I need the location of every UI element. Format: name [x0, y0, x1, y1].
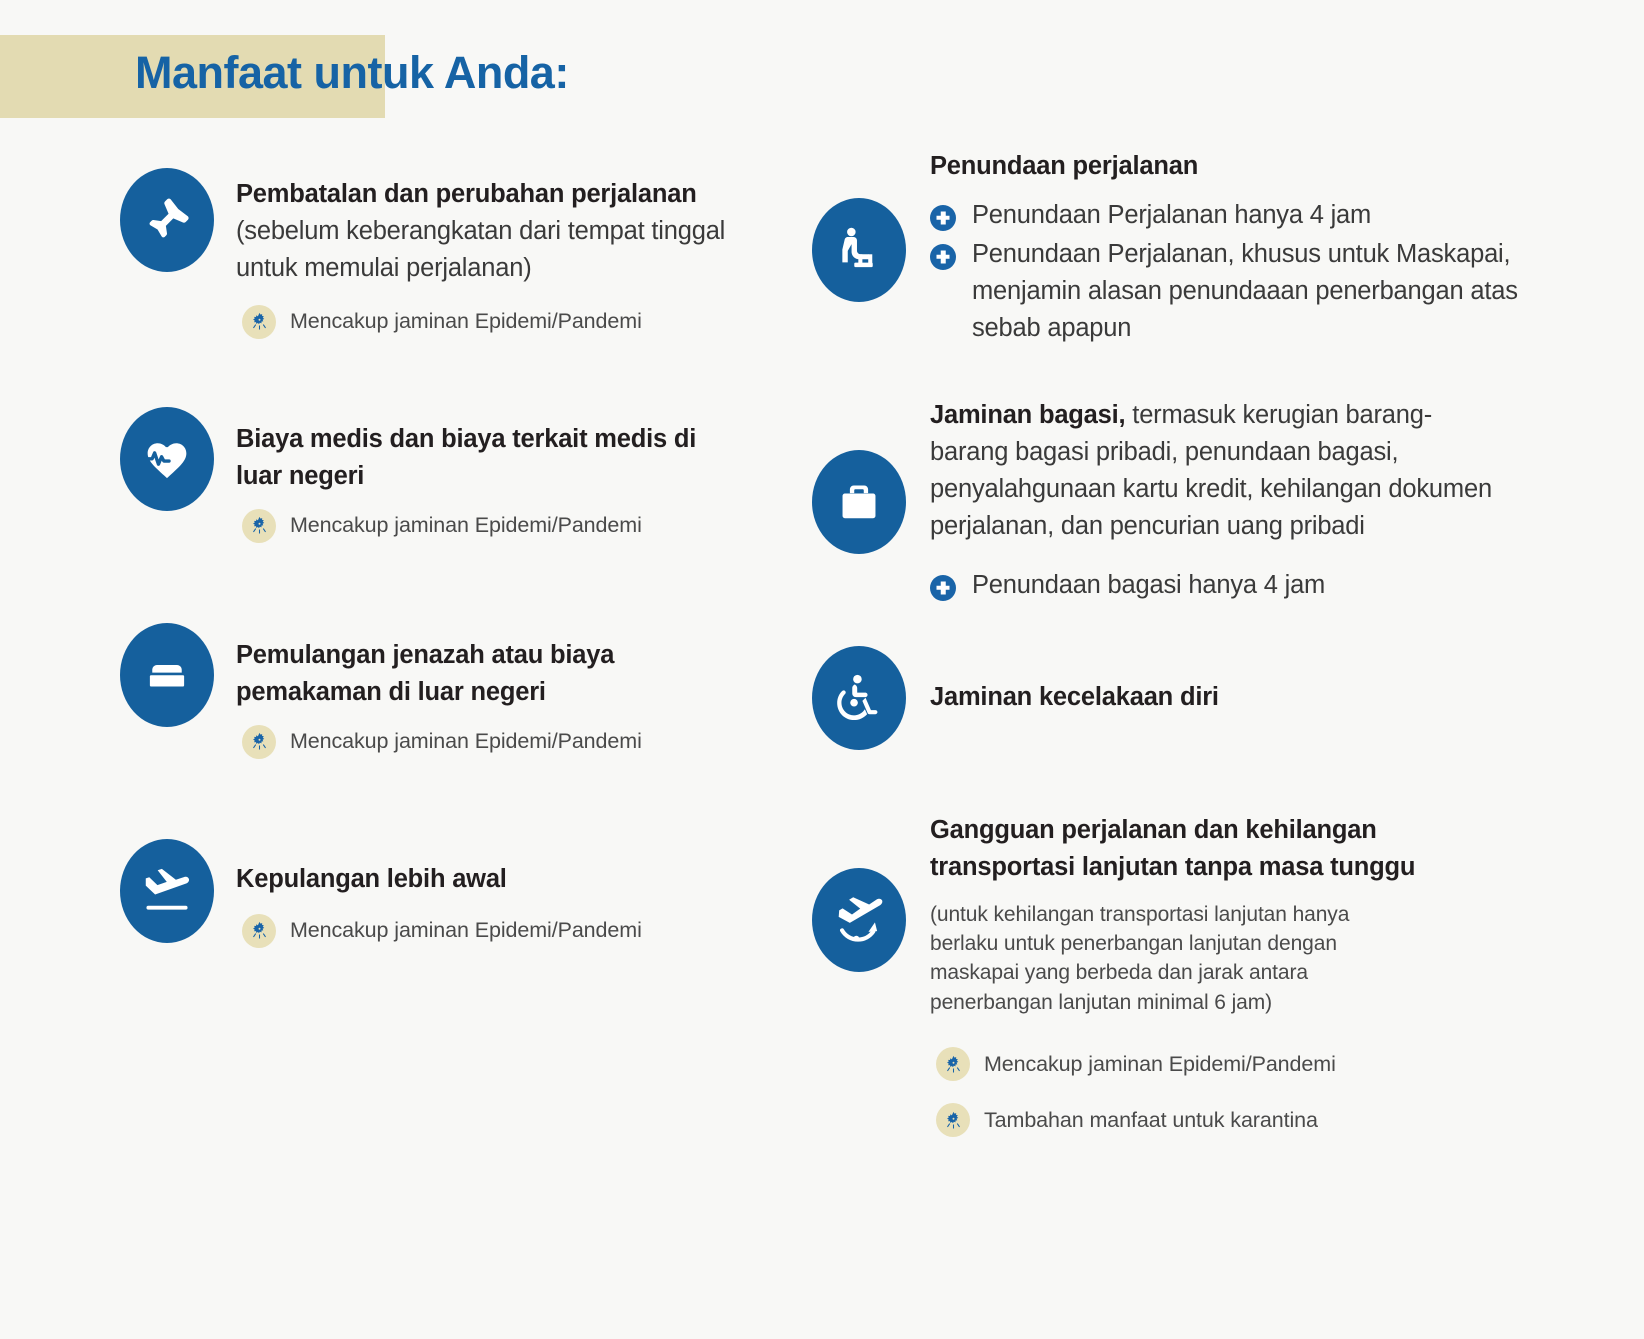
benefit-heading [236, 637, 736, 711]
benefit-bullet-list [930, 197, 1572, 347]
benefit-item-baggage [812, 397, 1572, 606]
heart-pulse-icon [120, 407, 214, 511]
benefit-heading [236, 176, 756, 287]
benefit-heading [236, 861, 820, 898]
virus-icon [936, 1103, 970, 1137]
virus-icon [936, 1047, 970, 1081]
benefit-item-personal-accident [812, 646, 1572, 750]
waiting-passenger-icon [812, 198, 906, 302]
airplane-icon [120, 168, 214, 272]
pandemic-note [242, 305, 820, 339]
coffin-icon [120, 623, 214, 727]
virus-icon [242, 509, 276, 543]
benefit-subtext: (untuk kehilangan transportasi lanjutan hanya berlaku untuk penerbangan lanjutan dengan maskapai yang berbeda dan jarak antara penerbangan lanjutan minimal 6 jam) [930, 902, 1350, 1014]
benefit-heading-bold: Kepulangan lebih awal [236, 864, 507, 893]
pandemic-note [242, 725, 820, 759]
plane-landing-icon [120, 839, 214, 943]
virus-icon [242, 914, 276, 948]
benefit-heading-bold: Gangguan perjalanan dan kehilangan transportasi lanjutan tanpa masa tunggu [930, 815, 1416, 881]
benefit-heading-bold: Pembatalan dan perubahan perjalanan [236, 180, 697, 208]
benefit-item-cancellation [120, 168, 820, 339]
benefit-heading [930, 397, 1500, 545]
pandemic-note-text: Mencakup jaminan Epidemi/Pandemi [984, 1051, 1336, 1076]
benefits-column-right [812, 148, 1572, 1137]
wheelchair-icon [812, 646, 906, 750]
pandemic-note-text: Mencakup jaminan Epidemi/Pandemi [290, 918, 642, 943]
benefit-body [214, 839, 820, 948]
benefit-heading-bold: Penundaan perjalanan [930, 152, 1199, 180]
plus-icon [930, 244, 956, 270]
pandemic-note [936, 1047, 1572, 1081]
benefit-body [906, 812, 1572, 1138]
pandemic-note-text: Mencakup jaminan Epidemi/Pandemi [290, 309, 642, 334]
bullet-text: Penundaan Perjalanan hanya 4 jam [972, 200, 1372, 229]
page-title: Manfaat untuk Anda: [135, 47, 569, 98]
benefit-heading-bold: Jaminan kecelakaan diri [930, 683, 1219, 712]
benefit-bullet-list [930, 567, 1572, 604]
benefit-body [214, 168, 820, 339]
list-item [930, 567, 1572, 604]
plus-icon [930, 205, 956, 231]
list-item [930, 197, 1572, 234]
benefit-heading-regular: termasuk kerugian barang-barang bagasi pribadi, penundaan bagasi, penyalahgunaan kartu kredit, kehilangan dokumen perjalanan, dan pencurian uang pribadi [930, 400, 1492, 540]
benefit-item-travel-delay [812, 148, 1572, 349]
pandemic-note-text: Mencakup jaminan Epidemi/Pandemi [290, 513, 642, 538]
quarantine-note-text: Tambahan manfaat untuk karantina [984, 1107, 1318, 1132]
benefit-heading [930, 148, 1572, 185]
briefcase-icon [812, 450, 906, 554]
benefit-heading-regular: (sebelum keberangkatan dari tempat tinggal untuk memulai perjalanan) [236, 216, 726, 282]
pandemic-note-text: Mencakup jaminan Epidemi/Pandemi [290, 729, 642, 754]
pandemic-note [242, 914, 820, 948]
benefits-column-left [120, 168, 820, 948]
benefit-body [214, 623, 820, 759]
quarantine-note [936, 1103, 1572, 1137]
bullet-text: Penundaan Perjalanan, khusus untuk Maskapai, menjamin alasan penundaaan penerbangan atas sebab apapun [972, 239, 1518, 342]
bullet-text: Penundaan bagasi hanya 4 jam [972, 570, 1326, 599]
benefit-heading-bold: Pemulangan jenazah atau biaya pemakaman di luar negeri [236, 640, 615, 706]
benefit-heading [930, 679, 1572, 716]
benefit-heading-bold: Jaminan bagasi, [930, 400, 1126, 429]
benefit-item-trip-disruption [812, 812, 1572, 1138]
benefit-body [906, 148, 1572, 349]
plus-icon [930, 575, 956, 601]
missed-connection-icon [812, 868, 906, 972]
benefit-item-repatriation [120, 623, 820, 759]
list-item [930, 236, 1572, 347]
virus-icon [242, 305, 276, 339]
benefit-item-early-return [120, 839, 820, 948]
benefit-body [214, 407, 820, 543]
benefit-heading-bold: Biaya medis dan biaya terkait medis di luar negeri [236, 424, 697, 490]
benefit-heading [236, 421, 706, 495]
virus-icon [242, 725, 276, 759]
benefit-body [906, 679, 1572, 716]
benefit-item-medical [120, 407, 820, 543]
benefit-body [906, 397, 1572, 606]
benefit-heading [930, 812, 1420, 886]
pandemic-note [242, 509, 820, 543]
